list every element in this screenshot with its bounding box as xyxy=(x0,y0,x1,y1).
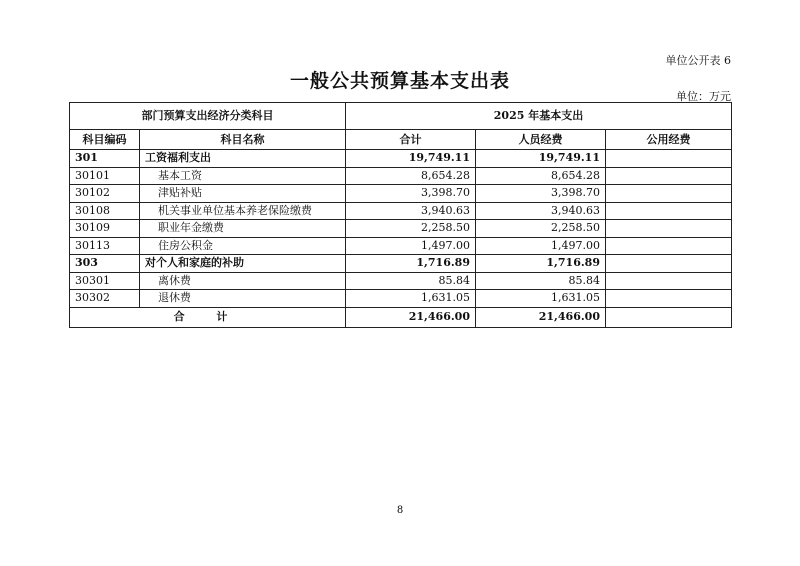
header-group-left: 部门预算支出经济分类科目 xyxy=(70,103,346,130)
cell-code: 303 xyxy=(70,255,140,273)
cell-name: 基本工资 xyxy=(140,167,346,185)
cell-public xyxy=(606,237,732,255)
cell-code: 30302 xyxy=(70,290,140,308)
cell-name: 机关事业单位基本养老保险缴费 xyxy=(140,202,346,220)
total-personnel: 21,466.00 xyxy=(476,307,606,327)
header-name: 科目名称 xyxy=(140,130,346,150)
cell-total: 19,749.11 xyxy=(346,150,476,168)
table-row xyxy=(70,202,732,220)
cell-name: 工资福利支出 xyxy=(140,150,346,168)
header-group-row xyxy=(70,103,732,130)
cell-public xyxy=(606,202,732,220)
cell-personnel: 1,497.00 xyxy=(476,237,606,255)
table-row xyxy=(70,185,732,203)
cell-personnel: 85.84 xyxy=(476,272,606,290)
cell-name: 离休费 xyxy=(140,272,346,290)
cell-personnel: 1,716.89 xyxy=(476,255,606,273)
total-row xyxy=(70,307,732,327)
table-row xyxy=(70,150,732,168)
cell-public xyxy=(606,167,732,185)
cell-total: 8,654.28 xyxy=(346,167,476,185)
table-row xyxy=(70,167,732,185)
cell-total: 85.84 xyxy=(346,272,476,290)
table-row xyxy=(70,220,732,238)
cell-personnel: 1,631.05 xyxy=(476,290,606,308)
cell-personnel: 19,749.11 xyxy=(476,150,606,168)
page-title: 一般公共预算基本支出表 xyxy=(289,70,510,92)
cell-total: 1,497.00 xyxy=(346,237,476,255)
total-public xyxy=(606,307,732,327)
cell-public xyxy=(606,290,732,308)
cell-code: 30108 xyxy=(70,202,140,220)
cell-total: 2,258.50 xyxy=(346,220,476,238)
cell-name: 住房公积金 xyxy=(140,237,346,255)
table-row xyxy=(70,290,732,308)
cell-name: 退休费 xyxy=(140,290,346,308)
header-personnel: 人员经费 xyxy=(476,130,606,150)
cell-personnel: 3,940.63 xyxy=(476,202,606,220)
table-row xyxy=(70,255,732,273)
cell-personnel: 8,654.28 xyxy=(476,167,606,185)
header-public: 公用经费 xyxy=(606,130,732,150)
page-number: 8 xyxy=(396,505,404,516)
cell-code: 30101 xyxy=(70,167,140,185)
form-number: 单位公开表 6 xyxy=(665,54,731,67)
header-column-row xyxy=(70,130,732,150)
cell-public xyxy=(606,150,732,168)
cell-total: 3,940.63 xyxy=(346,202,476,220)
header-group-right: 2025 年基本支出 xyxy=(346,103,732,130)
header-total: 合计 xyxy=(346,130,476,150)
cell-personnel: 3,398.70 xyxy=(476,185,606,203)
table-row xyxy=(70,237,732,255)
cell-code: 30102 xyxy=(70,185,140,203)
cell-total: 1,716.89 xyxy=(346,255,476,273)
cell-code: 30109 xyxy=(70,220,140,238)
cell-public xyxy=(606,185,732,203)
header-code: 科目编码 xyxy=(70,130,140,150)
unit-label: 单位：万元 xyxy=(676,90,731,103)
total-amount: 21,466.00 xyxy=(346,307,476,327)
cell-public xyxy=(606,272,732,290)
cell-personnel: 2,258.50 xyxy=(476,220,606,238)
cell-name: 对个人和家庭的补助 xyxy=(140,255,346,273)
table-row xyxy=(70,272,732,290)
cell-total: 1,631.05 xyxy=(346,290,476,308)
cell-public xyxy=(606,255,732,273)
budget-table xyxy=(69,102,732,328)
cell-public xyxy=(606,220,732,238)
cell-name: 津贴补贴 xyxy=(140,185,346,203)
cell-code: 30301 xyxy=(70,272,140,290)
cell-code: 301 xyxy=(70,150,140,168)
cell-total: 3,398.70 xyxy=(346,185,476,203)
cell-code: 30113 xyxy=(70,237,140,255)
total-label: 合 计 xyxy=(70,307,346,327)
cell-name: 职业年金缴费 xyxy=(140,220,346,238)
